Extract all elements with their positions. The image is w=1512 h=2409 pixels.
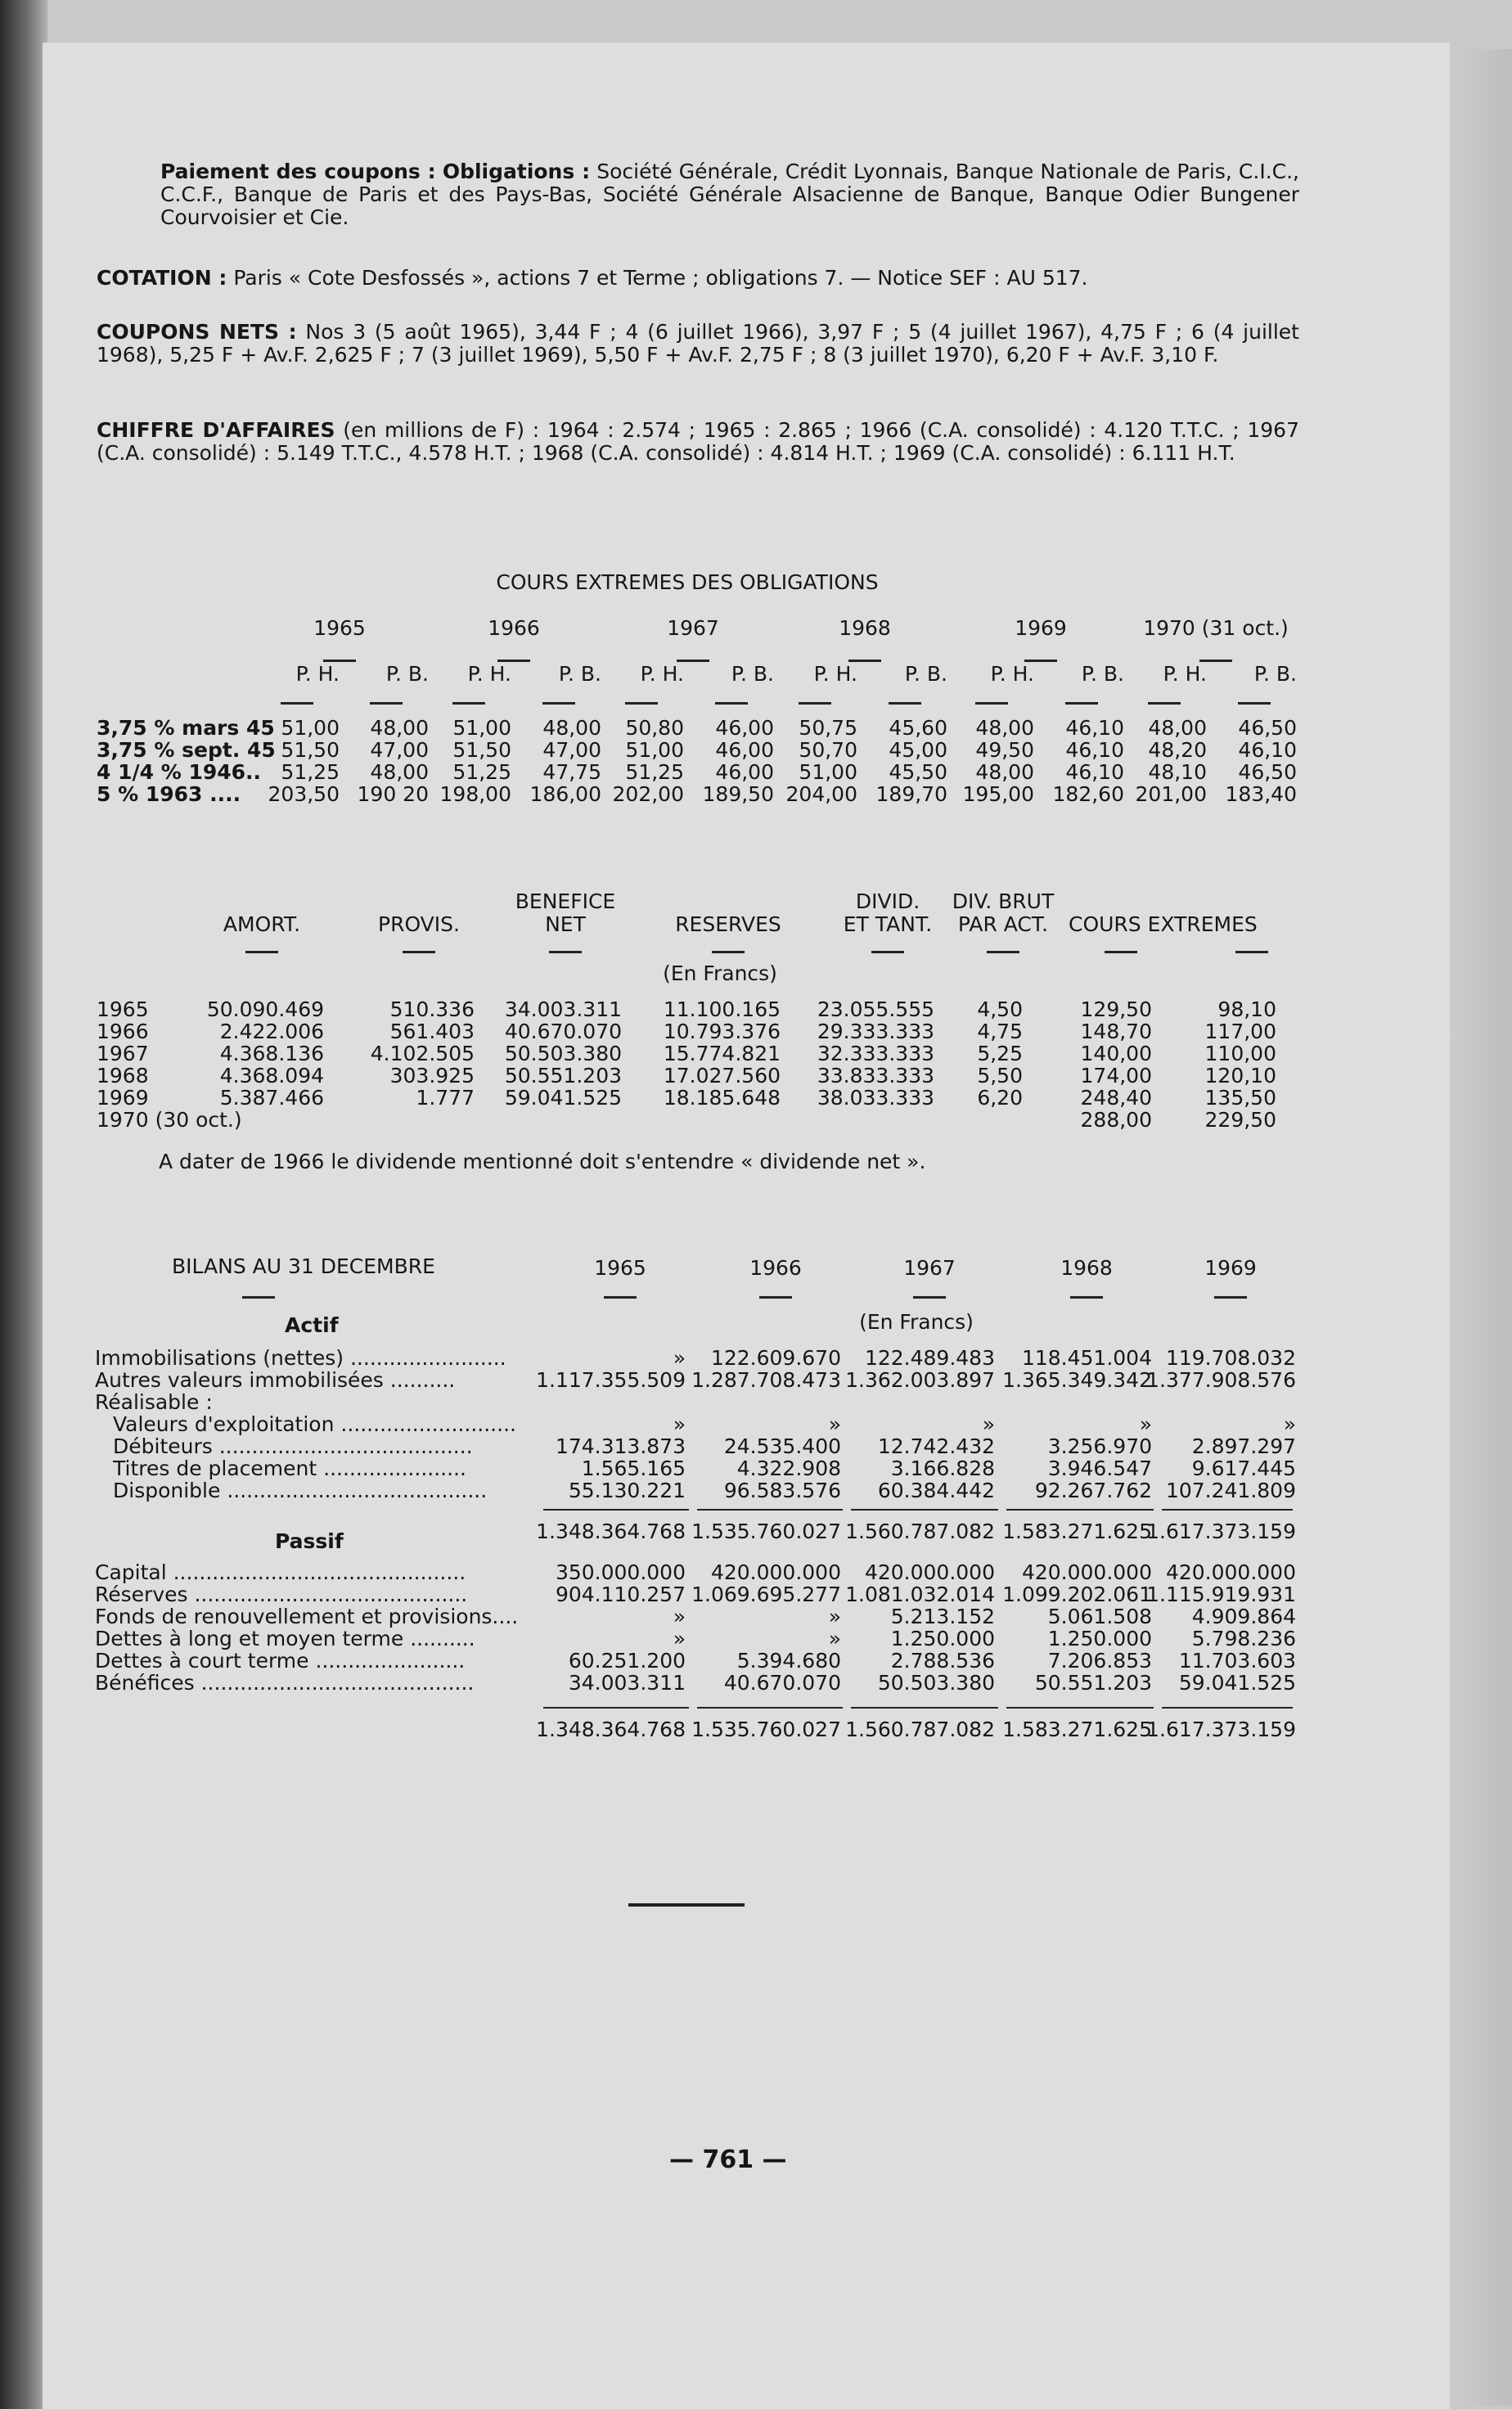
ca-paragraph	[97, 419, 1299, 465]
results-cell: 140,00	[1080, 1042, 1152, 1065]
passif-row-label: Dettes à court terme .......................	[95, 1650, 466, 1673]
results-head-dash-1	[403, 951, 435, 953]
passif-total-cell: 1.583.271.625	[1002, 1718, 1152, 1741]
results-cell: 561.403	[389, 1020, 475, 1043]
passif-cell: 2.788.536	[890, 1649, 995, 1673]
results-row-year: 1966	[97, 1020, 149, 1043]
cotation-text: Paris « Cote Desfossés », actions 7 et Terme ; obligations 7. — Notice SEF : AU 517.	[233, 266, 1088, 290]
bilans-title: BILANS AU 31 DECEMBRE	[172, 1254, 435, 1278]
oblig-cell: 46,00	[715, 760, 774, 784]
results-cell: 38.033.333	[817, 1086, 934, 1110]
paiement-text: Société Générale, Crédit Lyonnais, Banque Nationale de Paris, C.I.C., C.C.F., Banque de Paris et des Pays-Bas, Société Générale Alsacienne de Banque, Banque Odier Bungener Courvoisier et Cie.	[160, 160, 1299, 229]
passif-total-cell: 1.535.760.027	[691, 1718, 841, 1741]
ca-label: CHIFFRE D'AFFAIRES	[97, 418, 335, 442]
passif-row-label: Dettes à long et moyen terme ..........	[95, 1628, 475, 1650]
results-cell: 10.793.376	[663, 1020, 781, 1043]
oblig-row-label: 4 1/4 % 1946..	[97, 760, 262, 784]
results-cell: 59.041.525	[504, 1086, 622, 1110]
col-head-divid: DIVID.	[855, 889, 920, 913]
passif-cell: 50.503.380	[877, 1671, 995, 1695]
actif-total-rule-1	[697, 1509, 843, 1511]
oblig-col-dash-8	[975, 702, 1008, 705]
oblig-cell: 204,00	[785, 782, 857, 806]
actif-cell: 60.384.442	[877, 1479, 995, 1502]
oblig-cell: 201,00	[1135, 782, 1207, 806]
passif-cell: »	[828, 1605, 841, 1628]
actif-cell: 12.742.432	[877, 1434, 995, 1458]
oblig-col-head-7: P. B.	[904, 662, 947, 686]
passif-cell: 350.000.000	[555, 1560, 686, 1584]
oblig-col-head-1: P. B.	[385, 662, 429, 686]
col-head-benefice-2: NET	[545, 912, 586, 936]
passif-cell: 1.081.032.014	[845, 1583, 995, 1606]
oblig-col-dash-3	[542, 702, 575, 705]
actif-cell: »	[673, 1412, 686, 1436]
dividend-note: A dater de 1966 le dividende mentionné doit s'entendre « dividende net ».	[159, 1150, 926, 1173]
section-divider-ornament	[628, 1903, 745, 1907]
results-cell: 17.027.560	[663, 1064, 781, 1087]
actif-total-cell: 1.535.760.027	[691, 1520, 841, 1543]
oblig-cell: 189,70	[875, 782, 947, 806]
results-row-year: 1970 (30 oct.)	[97, 1108, 242, 1132]
actif-cell: 122.489.483	[864, 1346, 995, 1370]
results-cell: 5,50	[977, 1064, 1023, 1087]
actif-row-label: Valeurs d'exploitation ...........................	[113, 1413, 516, 1436]
actif-cell: »	[1139, 1412, 1152, 1436]
passif-cell: 4.909.864	[1191, 1605, 1296, 1628]
oblig-col-dash-11	[1238, 702, 1271, 705]
passif-cell: 420.000.000	[1021, 1560, 1152, 1584]
passif-cell: 904.110.257	[555, 1583, 686, 1606]
passif-total-cell: 1.617.373.159	[1146, 1718, 1296, 1741]
bilans-year-dash-4	[1214, 1296, 1247, 1299]
actif-total-rule-0	[543, 1509, 689, 1511]
passif-cell: 59.041.525	[1178, 1671, 1296, 1695]
col-head-amort: AMORT.	[223, 912, 301, 936]
oblig-cell: 47,75	[542, 760, 601, 784]
actif-cell: 9.617.445	[1191, 1457, 1296, 1480]
passif-cell: 7.206.853	[1047, 1649, 1152, 1673]
results-cell: 1.777	[416, 1086, 475, 1110]
col-head-cours: COURS EXTREMES	[1069, 912, 1258, 936]
results-cell: 4.102.505	[370, 1042, 475, 1065]
actif-cell: »	[673, 1346, 686, 1370]
results-cell: 110,00	[1204, 1042, 1276, 1065]
results-cell: 303.925	[389, 1064, 475, 1087]
actif-total-cell: 1.560.787.082	[845, 1520, 995, 1543]
results-cell: 18.185.648	[663, 1086, 781, 1110]
oblig-col-dash-10	[1148, 702, 1181, 705]
oblig-cell: 45,50	[889, 760, 947, 784]
results-cell: 4,50	[977, 997, 1023, 1021]
page-number: — 761 —	[669, 2146, 787, 2174]
col-head-benefice: BENEFICE	[515, 889, 616, 913]
passif-row-label: Réserves ..........................................	[95, 1583, 468, 1606]
oblig-col-head-8: P. H.	[990, 662, 1034, 686]
oblig-cell: 50,80	[625, 716, 684, 740]
oblig-cell: 46,00	[715, 716, 774, 740]
cotation-paragraph	[97, 267, 1299, 290]
actif-cell: 1.362.003.897	[845, 1368, 995, 1392]
actif-cell: »	[982, 1412, 995, 1436]
passif-cell: »	[673, 1605, 686, 1628]
oblig-cell: 46,50	[1238, 716, 1297, 740]
results-unit: (En Francs)	[663, 961, 777, 985]
paiement-paragraph	[160, 160, 1299, 229]
passif-cell: 420.000.000	[864, 1560, 995, 1584]
oblig-col-dash-6	[799, 702, 831, 705]
oblig-row-label: 3,75 % sept. 45	[97, 738, 276, 762]
actif-cell: 1.565.165	[581, 1457, 686, 1480]
results-cell: 2.422.006	[219, 1020, 324, 1043]
oblig-cell: 182,60	[1052, 782, 1124, 806]
actif-row-label: Autres valeurs immobilisées ..........	[95, 1369, 456, 1392]
ca-text: (en millions de F) : 1964 : 2.574 ; 1965 : 2.865 ; 1966 (C.A. consolidé) : 4.120 T.T.C. ; 1967 (C.A. consolidé) : 5.149 T.T.C., 4.578 H.T. ; 1968 (C.A. consolidé) : 4.814 H.T. ; 1969 (C.A. consolidé) : 6.111 H.T.	[97, 418, 1299, 465]
oblig-cell: 48,00	[370, 716, 429, 740]
passif-cell: 5.213.152	[890, 1605, 995, 1628]
oblig-row-label: 3,75 % mars 45	[97, 716, 275, 740]
bilans-year-1: 1966	[749, 1256, 802, 1280]
oblig-col-dash-5	[715, 702, 748, 705]
passif-cell: 1.099.202.061	[1002, 1583, 1152, 1606]
oblig-year-1: 1966	[488, 616, 540, 640]
results-cell: 120,10	[1204, 1064, 1276, 1087]
oblig-cell: 51,50	[452, 738, 511, 762]
results-cell: 98,10	[1217, 997, 1276, 1021]
actif-row-label: Disponible ........................................	[113, 1479, 488, 1502]
oblig-cell: 48,10	[1148, 760, 1207, 784]
results-head-dash-5	[987, 951, 1019, 953]
oblig-year-0: 1965	[313, 616, 366, 640]
passif-cell: 1.250.000	[1047, 1627, 1152, 1650]
actif-cell: 118.451.004	[1021, 1346, 1152, 1370]
results-cell: 5,25	[977, 1042, 1023, 1065]
oblig-cell: 45,00	[889, 738, 947, 762]
oblig-col-head-10: P. H.	[1163, 662, 1207, 686]
page-paper	[43, 43, 1450, 2409]
actif-row-label: Immobilisations (nettes) ........................	[95, 1347, 506, 1370]
results-cell: 229,50	[1204, 1108, 1276, 1132]
oblig-cell: 51,25	[625, 760, 684, 784]
results-cell: 288,00	[1080, 1108, 1152, 1132]
results-row-year: 1965	[97, 997, 149, 1021]
oblig-year-4: 1969	[1015, 616, 1067, 640]
oblig-year-3: 1968	[839, 616, 891, 640]
results-row-year: 1968	[97, 1064, 149, 1087]
bilans-year-dash-3	[1070, 1296, 1103, 1299]
passif-label: Passif	[275, 1529, 344, 1553]
passif-total-rule-1	[697, 1707, 843, 1709]
actif-total-rule-3	[1006, 1509, 1154, 1511]
passif-cell: 1.069.695.277	[691, 1583, 841, 1606]
passif-total-rule-2	[851, 1707, 998, 1709]
obligations-title: COURS EXTREMES DES OBLIGATIONS	[496, 570, 879, 594]
results-cell: 29.333.333	[817, 1020, 934, 1043]
bilans-year-4: 1969	[1204, 1256, 1257, 1280]
coupons-text: Nos 3 (5 août 1965), 3,44 F ; 4 (6 juillet 1966), 3,97 F ; 5 (4 juillet 1967), 4,75 F ; 6 (4 juillet 1968), 5,25 F + Av.F. 2,625 F ; 7 (3 juillet 1969), 5,50 F + Av.F. 2,75 F ; 8 (3 juillet 1970), 6,20 F + Av.F. 3,10 F.	[97, 320, 1299, 367]
oblig-cell: 186,00	[529, 782, 601, 806]
actif-total-cell: 1.617.373.159	[1146, 1520, 1296, 1543]
oblig-cell: 46,10	[1065, 716, 1124, 740]
results-cell: 32.333.333	[817, 1042, 934, 1065]
oblig-cell: 46,10	[1065, 738, 1124, 762]
oblig-year-5: 1970 (31 oct.)	[1143, 616, 1289, 640]
passif-cell: 1.250.000	[890, 1627, 995, 1650]
passif-cell: 5.061.508	[1047, 1605, 1152, 1628]
oblig-cell: 190 20	[357, 782, 429, 806]
oblig-cell: 48,00	[975, 716, 1034, 740]
passif-total-rule-4	[1162, 1707, 1293, 1709]
actif-cell: 3.166.828	[890, 1457, 995, 1480]
actif-cell: 1.377.908.576	[1146, 1368, 1296, 1392]
actif-cell: 3.946.547	[1047, 1457, 1152, 1480]
oblig-cell: 195,00	[962, 782, 1034, 806]
results-cell: 23.055.555	[817, 997, 934, 1021]
oblig-cell: 51,25	[452, 760, 511, 784]
oblig-cell: 48,00	[1148, 716, 1207, 740]
bilans-year-0: 1965	[594, 1256, 646, 1280]
bilans-unit: (En Francs)	[859, 1310, 974, 1334]
results-cell: 510.336	[389, 997, 475, 1021]
actif-total-rule-2	[851, 1509, 998, 1511]
passif-cell: »	[828, 1627, 841, 1650]
bilans-year-dash-0	[604, 1296, 637, 1299]
results-cell: 117,00	[1204, 1020, 1276, 1043]
oblig-cell: 48,20	[1148, 738, 1207, 762]
oblig-cell: 189,50	[702, 782, 774, 806]
passif-cell: 5.798.236	[1191, 1627, 1296, 1650]
actif-total-cell: 1.583.271.625	[1002, 1520, 1152, 1543]
oblig-col-dash-4	[625, 702, 658, 705]
oblig-cell: 45,60	[889, 716, 947, 740]
actif-row-label: Réalisable :	[95, 1391, 213, 1414]
passif-cell: 50.551.203	[1034, 1671, 1152, 1695]
results-cell: 148,70	[1080, 1020, 1152, 1043]
oblig-cell: 51,00	[799, 760, 857, 784]
passif-total-rule-3	[1006, 1707, 1154, 1709]
actif-cell: 92.267.762	[1034, 1479, 1152, 1502]
bilans-year-dash-1	[759, 1296, 792, 1299]
results-cell: 4,75	[977, 1020, 1023, 1043]
oblig-cell: 50,70	[799, 738, 857, 762]
oblig-cell: 183,40	[1225, 782, 1297, 806]
passif-total-cell: 1.560.787.082	[845, 1718, 995, 1741]
actif-cell: 96.583.576	[723, 1479, 841, 1502]
actif-label: Actif	[285, 1313, 339, 1337]
results-cell: 15.774.821	[663, 1042, 781, 1065]
oblig-col-dash-0	[281, 702, 313, 705]
actif-total-cell: 1.348.364.768	[536, 1520, 686, 1543]
oblig-cell: 48,00	[370, 760, 429, 784]
passif-row-label: Bénéfices ..........................................	[95, 1672, 475, 1695]
col-head-provis: PROVIS.	[378, 912, 460, 936]
results-head-dash-2	[549, 951, 582, 953]
oblig-cell: 50,75	[799, 716, 857, 740]
oblig-cell: 203,50	[268, 782, 340, 806]
results-head-dash-4	[871, 951, 904, 953]
oblig-cell: 48,00	[542, 716, 601, 740]
actif-cell: 122.609.670	[710, 1346, 841, 1370]
bilans-year-2: 1967	[903, 1256, 956, 1280]
oblig-col-dash-9	[1065, 702, 1098, 705]
oblig-cell: 202,00	[612, 782, 684, 806]
actif-total-rule-4	[1162, 1509, 1293, 1511]
oblig-col-dash-7	[889, 702, 921, 705]
cotation-label: COTATION :	[97, 266, 227, 290]
book-gutter-shadow	[0, 0, 47, 2409]
actif-cell: 1.117.355.509	[536, 1368, 686, 1392]
passif-total-rule-0	[543, 1707, 689, 1709]
actif-cell: 4.322.908	[736, 1457, 841, 1480]
results-head-dash-0	[245, 951, 278, 953]
oblig-cell: 49,50	[975, 738, 1034, 762]
oblig-col-head-9: P. B.	[1081, 662, 1124, 686]
paiement-label: Paiement des coupons :	[160, 160, 436, 183]
results-cell: 34.003.311	[504, 997, 622, 1021]
passif-cell: 60.251.200	[568, 1649, 686, 1673]
actif-cell: 1.287.708.473	[691, 1368, 841, 1392]
oblig-col-head-11: P. B.	[1253, 662, 1297, 686]
results-cell: 11.100.165	[663, 997, 781, 1021]
bilans-year-dash-2	[913, 1296, 946, 1299]
actif-row-label: Titres de placement ......................	[113, 1457, 466, 1480]
coupons-label: COUPONS NETS :	[97, 320, 297, 344]
oblig-cell: 47,00	[542, 738, 601, 762]
results-cell: 50.503.380	[504, 1042, 622, 1065]
oblig-cell: 46,10	[1065, 760, 1124, 784]
oblig-col-head-2: P. H.	[467, 662, 511, 686]
passif-row-label: Fonds de renouvellement et provisions....	[95, 1605, 519, 1628]
results-row-year: 1969	[97, 1086, 149, 1110]
passif-cell: 5.394.680	[736, 1649, 841, 1673]
results-head-dash-6	[1105, 951, 1137, 953]
results-cell: 33.833.333	[817, 1064, 934, 1087]
actif-row-label: Débiteurs .......................................	[113, 1435, 473, 1458]
oblig-cell: 51,25	[281, 760, 340, 784]
results-cell: 6,20	[977, 1086, 1023, 1110]
actif-cell: 3.256.970	[1047, 1434, 1152, 1458]
oblig-col-dash-1	[370, 702, 403, 705]
oblig-cell: 198,00	[439, 782, 511, 806]
oblig-cell: 47,00	[370, 738, 429, 762]
oblig-cell: 51,00	[625, 738, 684, 762]
passif-cell: 34.003.311	[568, 1671, 686, 1695]
oblig-cell: 46,00	[715, 738, 774, 762]
oblig-cell: 51,50	[281, 738, 340, 762]
actif-cell: 174.313.873	[555, 1434, 686, 1458]
passif-cell: 1.115.919.931	[1146, 1583, 1296, 1606]
oblig-cell: 51,00	[452, 716, 511, 740]
actif-cell: 2.897.297	[1191, 1434, 1296, 1458]
oblig-col-dash-2	[452, 702, 485, 705]
passif-cell: »	[673, 1627, 686, 1650]
oblig-col-head-5: P. B.	[731, 662, 774, 686]
results-head-dash-3	[712, 951, 745, 953]
results-row-year: 1967	[97, 1042, 149, 1065]
results-cell: 248,40	[1080, 1086, 1152, 1110]
actif-cell: 24.535.400	[723, 1434, 841, 1458]
bilans-year-3: 1968	[1060, 1256, 1113, 1280]
coupons-paragraph	[97, 321, 1299, 367]
oblig-col-head-0: P. H.	[295, 662, 340, 686]
passif-total-cell: 1.348.364.768	[536, 1718, 686, 1741]
results-cell: 135,50	[1204, 1086, 1276, 1110]
oblig-col-head-4: P. H.	[640, 662, 684, 686]
results-cell: 40.670.070	[504, 1020, 622, 1043]
oblig-year-2: 1967	[667, 616, 719, 640]
actif-cell: »	[828, 1412, 841, 1436]
actif-cell: 107.241.809	[1165, 1479, 1296, 1502]
passif-row-label: Capital .............................................	[95, 1561, 466, 1584]
results-head-dash-7	[1235, 951, 1268, 953]
results-cell: 50.551.203	[504, 1064, 622, 1087]
oblig-col-head-6: P. H.	[813, 662, 857, 686]
passif-cell: 420.000.000	[710, 1560, 841, 1584]
actif-cell: »	[1283, 1412, 1296, 1436]
passif-cell: 40.670.070	[723, 1671, 841, 1695]
results-cell: 50.090.469	[206, 997, 324, 1021]
col-head-reserves: RESERVES	[675, 912, 781, 936]
results-cell: 4.368.136	[219, 1042, 324, 1065]
oblig-cell: 46,50	[1238, 760, 1297, 784]
passif-cell: 11.703.603	[1178, 1649, 1296, 1673]
col-head-divbrut: DIV. BRUT	[952, 889, 1055, 913]
passif-cell: 420.000.000	[1165, 1560, 1296, 1584]
col-head-divid-2: ET TANT.	[843, 912, 933, 936]
results-cell: 174,00	[1080, 1064, 1152, 1087]
oblig-cell: 48,00	[975, 760, 1034, 784]
oblig-cell: 51,00	[281, 716, 340, 740]
bilans-title-dash	[242, 1296, 275, 1299]
results-cell: 129,50	[1080, 997, 1152, 1021]
obligations-label: Obligations :	[442, 160, 591, 183]
oblig-row-label: 5 % 1963 ....	[97, 782, 241, 806]
oblig-cell: 46,10	[1238, 738, 1297, 762]
results-cell: 5.387.466	[219, 1086, 324, 1110]
oblig-col-head-3: P. B.	[558, 662, 601, 686]
col-head-divbrut-2: PAR ACT.	[957, 912, 1049, 936]
actif-cell: 55.130.221	[568, 1479, 686, 1502]
actif-cell: 1.365.349.342	[1002, 1368, 1152, 1392]
results-cell: 4.368.094	[219, 1064, 324, 1087]
actif-cell: 119.708.032	[1165, 1346, 1296, 1370]
